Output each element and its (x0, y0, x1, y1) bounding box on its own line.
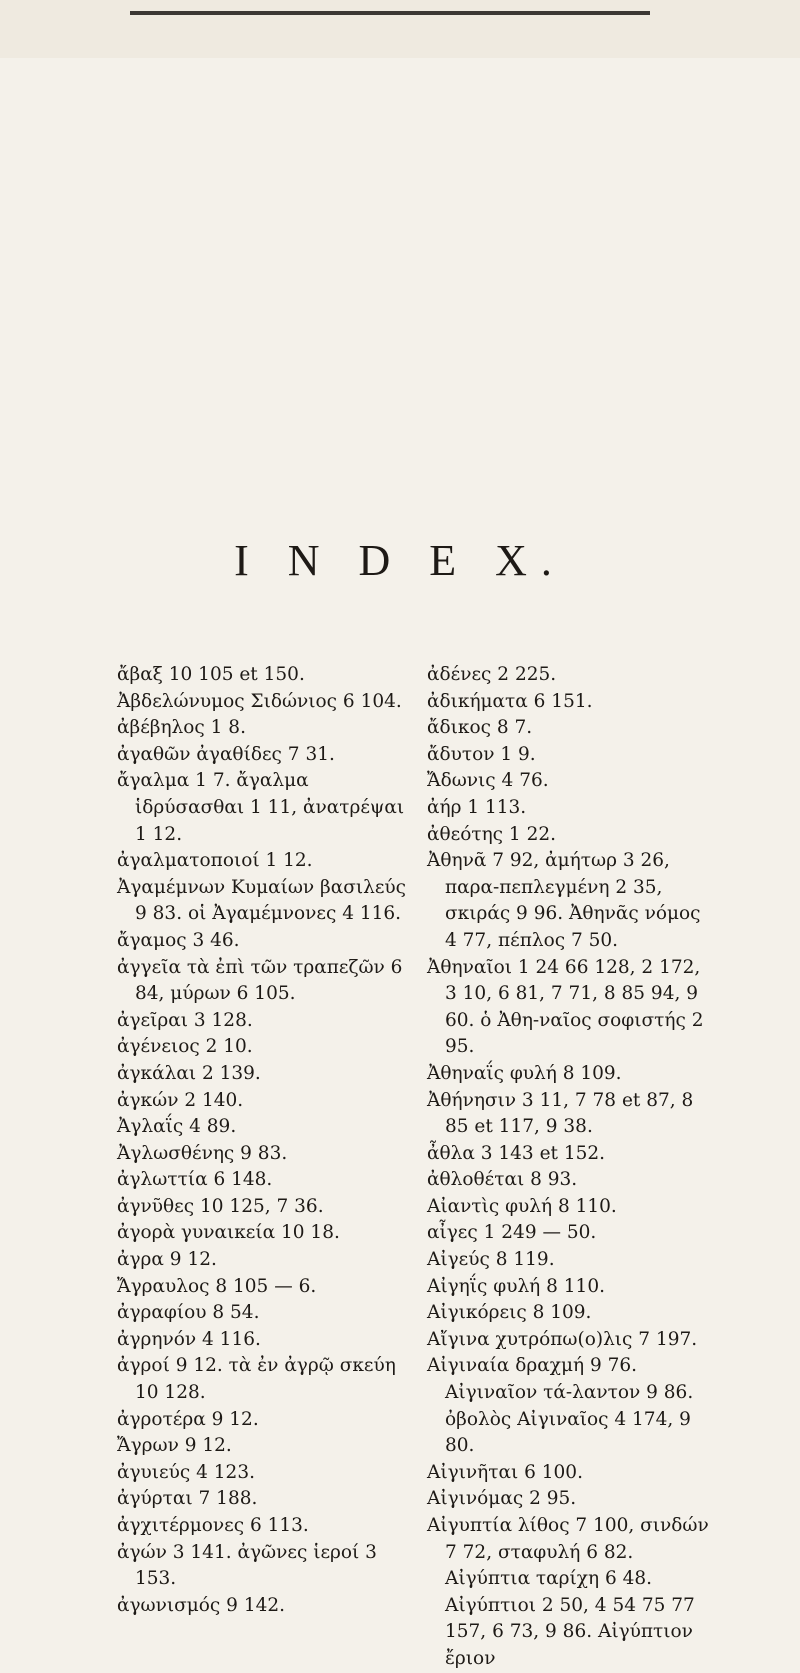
page-title: I N D E X. (234, 536, 566, 585)
index-entry: ἀδικήματα 6 151. (427, 690, 593, 712)
index-entry: Ἀβδελώνυμος Σιδώνιος 6 104. (117, 690, 402, 712)
index-entry: Ἄγραυλος 8 105 — 6. (117, 1275, 317, 1297)
index-entry: Αἰγυπτία λίθος 7 100, σινδών 7 72, σταφυλή 6 82. Αἰγύπτια ταρίχη 6 48. Αἰγύπτιοι 2 50, 4 54 75 77 157, 6 73, 9 86. Αἰγύπτιον ἔριον (427, 1515, 709, 1669)
index-entry: Ἀθηναῖοι 1 24 66 128, 2 172, 3 10, 6 81, 7 71, 8 85 94, 9 60. ὁ Ἀθη-ναῖος σοφιστής 2 95. (427, 956, 704, 1058)
index-entry: Ἀθηναΐς φυλή 8 109. (427, 1062, 622, 1084)
index-entry: ἀθεότης 1 22. (427, 823, 556, 845)
index-entry: ἀγροτέρα 9 12. (117, 1408, 259, 1430)
index-entry: ἀγρα 9 12. (117, 1249, 217, 1271)
index-entry: Αἰγινῆται 6 100. (427, 1461, 583, 1483)
index-entry: Ἀθηνᾶ 7 92, ἀμήτωρ 3 26, παρα-πεπλεγμένη 2 35, σκιράς 9 96. Ἀθηνᾶς νόμος 4 77, πέπλος 7 50. (427, 850, 701, 951)
index-entry: ἄδικος 8 7. (427, 717, 533, 739)
index-entry: ἀήρ 1 113. (427, 796, 527, 818)
index-entry: Αἰγηΐς φυλή 8 110. (427, 1275, 605, 1297)
index-entry: ἀβέβηλος 1 8. (117, 717, 246, 739)
index-entry: αἶγες 1 249 — 50. (427, 1222, 597, 1244)
index-entry: Ἀθήνησιν 3 11, 7 78 et 87, 8 85 et 117, 9 38. (427, 1089, 694, 1138)
index-entry: Ἀγαμέμνων Κυμαίων βασιλεύς 9 83. οἱ Ἀγαμέμνονες 4 116. (117, 876, 407, 925)
index-entry: ἀθλοθέται 8 93. (427, 1169, 578, 1191)
index-entry: Ἀγλωσθένης 9 83. (117, 1142, 288, 1164)
index-entry: ἆθλα 3 143 et 152. (427, 1142, 606, 1164)
index-columns (117, 662, 717, 1669)
top-decorative-rule (130, 11, 650, 15)
index-entry: ἀγένειος 2 10. (117, 1036, 253, 1058)
index-entry: ἀγαλματοποιοί 1 12. (117, 850, 313, 872)
index-entry: Αἴγινα χυτρόπω(ο)λις 7 197. (427, 1328, 698, 1350)
index-entry: Ἄγρων 9 12. (117, 1435, 232, 1457)
index-entry: ἀγών 3 141. ἀγῶνες ἱεροί 3 153. (117, 1541, 377, 1590)
index-entry: ἄγαλμα 1 7. ἄγαλμα ἱδρύσασθαι 1 11, ἀνατρέψαι 1 12. (117, 770, 405, 845)
index-entry: ἀγνῦθες 10 125, 7 36. (117, 1195, 324, 1217)
index-entry: ἀγύρται 7 188. (117, 1488, 258, 1510)
left-column (117, 662, 417, 1619)
index-entry: ἀγγεῖα τὰ ἐπὶ τῶν τραπεζῶν 6 84, μύρων 6 105. (117, 956, 403, 1005)
page-top-band (0, 0, 800, 58)
index-entry: ἀγχιτέρμονες 6 113. (117, 1515, 309, 1536)
right-column (427, 662, 717, 1673)
index-entry: Αἰγινόμας 2 95. (427, 1488, 577, 1510)
index-entry: Ἀγλαΐς 4 89. (117, 1116, 237, 1138)
index-entry: ἀγορὰ γυναικεία 10 18. (117, 1222, 340, 1244)
index-entry: ἀγραφίου 8 54. (117, 1302, 260, 1324)
index-entry: ἀγυιεύς 4 123. (117, 1461, 255, 1483)
index-entry: ἀδένες 2 225. (427, 664, 557, 685)
index-entry: Αἰγικόρεις 8 109. (427, 1302, 592, 1324)
index-entry: ἀγρηνόν 4 116. (117, 1328, 261, 1350)
index-entry: ἀγαθῶν ἀγαθίδες 7 31. (117, 743, 335, 765)
index-entry: ἀγλωττία 6 148. (117, 1169, 273, 1191)
index-entry: ἄγαμος 3 46. (117, 929, 240, 951)
index-entry: ἄδυτον 1 9. (427, 743, 536, 765)
index-entry: ἀγεῖραι 3 128. (117, 1009, 253, 1031)
index-entry: ἀγκάλαι 2 139. (117, 1062, 261, 1084)
index-entry: Αἰγεύς 8 119. (427, 1249, 555, 1271)
index-entry: ἀγωνισμός 9 142. (117, 1594, 286, 1616)
index-entry: ἄβαξ 10 105 et 150. (117, 664, 305, 685)
index-entry: Ἄδωνις 4 76. (427, 770, 549, 792)
index-entry: Αἰγιναία δραχμή 9 76. Αἰγιναῖον τά-λαντον 9 86. ὀβολὸς Αἰγιναῖος 4 174, 9 80. (427, 1355, 694, 1457)
index-entry: ἀγκών 2 140. (117, 1089, 244, 1111)
index-entry: Αἰαντὶς φυλή 8 110. (427, 1195, 617, 1217)
index-entry: ἀγροί 9 12. τὰ ἐν ἀγρῷ σκεύη 10 128. (117, 1355, 396, 1404)
